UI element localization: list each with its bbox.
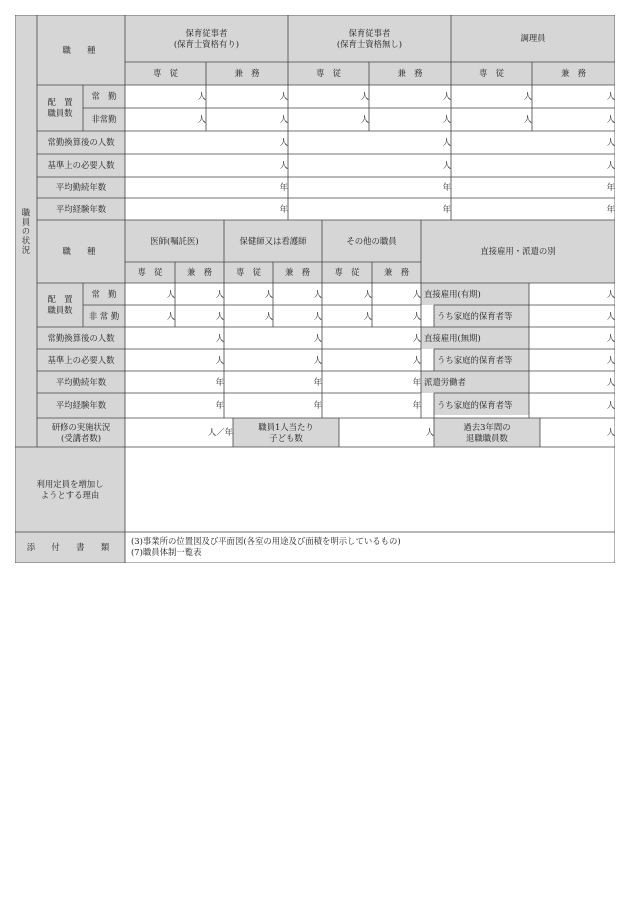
sub-header-concurrent: 兼 務	[284, 267, 311, 277]
staff-status-form	[15, 15, 615, 563]
sub-header-concurrent: 兼 務	[383, 267, 410, 277]
unit-cell[interactable]: 人	[215, 288, 224, 299]
unit-cell[interactable]: 人	[442, 114, 451, 124]
col-header-doctor: 医師(嘱託医)	[150, 235, 199, 246]
unit-cell[interactable]: 人	[215, 354, 224, 365]
year-cell[interactable]: 年	[279, 182, 288, 192]
unit-cell[interactable]: 人	[606, 400, 615, 410]
col-header-nurse: 保健師又は看護師	[239, 235, 307, 246]
fte-count-label: 常勤換算後の人数	[47, 137, 115, 147]
col-header-other-staff: その他の職員	[346, 235, 397, 246]
unit-cell[interactable]: 人	[313, 354, 322, 365]
col-header-cook: 調理員	[520, 33, 546, 43]
home-childcare-label: うち家庭的保育者等	[437, 310, 513, 321]
year-cell[interactable]: 年	[215, 376, 224, 387]
year-cell[interactable]: 年	[215, 400, 224, 410]
unit-cell[interactable]: 人	[360, 91, 369, 101]
sub-header-fulltime: 専 従	[137, 267, 163, 277]
sub-header-concurrent: 兼 務	[186, 267, 213, 277]
home-childcare-label: うち家庭的保育者等	[437, 400, 513, 410]
unit-cell[interactable]: 人	[313, 310, 322, 321]
unit-cell[interactable]: 人	[264, 288, 273, 299]
unit-cell[interactable]: 人	[215, 332, 224, 343]
unit-cell[interactable]: 人	[363, 310, 372, 321]
unit-cell[interactable]: 人	[523, 114, 532, 124]
parttime-staff-label: 非 常 勤	[88, 310, 120, 321]
unit-cell[interactable]: 人	[264, 310, 273, 321]
unit-cell[interactable]: 人	[166, 288, 175, 299]
sub-header-concurrent: 兼 務	[560, 68, 587, 78]
unit-cell[interactable]: 人	[606, 332, 615, 343]
unit-cell[interactable]: 人	[412, 354, 421, 365]
training-count-cell[interactable]: 人／年	[207, 427, 233, 437]
year-cell[interactable]: 年	[313, 376, 322, 387]
unit-cell[interactable]: 人	[313, 288, 322, 299]
unit-cell[interactable]: 人	[442, 160, 451, 170]
sub-header-concurrent: 兼 務	[234, 68, 260, 78]
unit-cell[interactable]: 人	[606, 288, 615, 299]
col-header-childcare-qualified: 保育従事者 (保育士資格有り)	[173, 27, 240, 49]
unit-cell[interactable]: 人	[197, 114, 206, 124]
job-type-header: 職 種	[62, 44, 100, 55]
year-cell[interactable]: 年	[412, 376, 421, 387]
regular-staff-label: 常 勤	[91, 288, 117, 299]
children-per-staff-cell[interactable]: 人	[425, 427, 434, 437]
sub-header-fulltime: 専 従	[152, 68, 179, 78]
required-count-label: 基準上の必要人数	[47, 160, 115, 170]
unit-cell[interactable]: 人	[606, 354, 615, 365]
year-cell[interactable]: 年	[442, 182, 451, 192]
attachments-label: 添 付 書 類	[26, 542, 114, 552]
unit-cell[interactable]: 人	[279, 91, 288, 101]
sub-header-concurrent: 兼 務	[397, 68, 423, 78]
year-cell[interactable]: 年	[313, 400, 322, 410]
col-header-childcare-unqualified: 保育従事者 (保育士資格無し)	[336, 27, 403, 49]
unit-cell[interactable]: 人	[523, 91, 532, 101]
section-label-text: 職員の状況	[21, 207, 31, 255]
sub-header-fulltime: 専 従	[334, 267, 360, 277]
unit-cell[interactable]: 人	[279, 160, 288, 170]
avg-tenure-label: 平均勤続年数	[55, 376, 107, 387]
sub-header-fulltime: 専 従	[478, 68, 505, 78]
retired-staff-label: 過去3年間の 退職職員数	[463, 421, 511, 443]
required-count-label: 基準上の必要人数	[47, 354, 115, 365]
year-cell[interactable]: 年	[606, 203, 615, 214]
fte-count-label: 常勤換算後の人数	[47, 332, 115, 343]
avg-experience-label: 平均経験年数	[55, 400, 107, 410]
unit-cell[interactable]: 人	[606, 376, 615, 387]
unit-cell[interactable]: 人	[215, 310, 224, 321]
unit-cell[interactable]: 人	[606, 137, 615, 147]
sub-header-fulltime: 専 従	[235, 267, 262, 277]
dispatched-worker-label: 派遣労働者	[424, 376, 466, 387]
children-per-staff-label: 職員1人当たり 子ども数	[258, 421, 314, 443]
unit-cell[interactable]: 人	[412, 310, 421, 321]
year-cell[interactable]: 年	[412, 400, 421, 410]
capacity-increase-reason-label: 利用定員を増加し ようとする理由	[36, 478, 104, 500]
unit-cell[interactable]: 人	[363, 288, 372, 299]
unit-cell[interactable]: 人	[606, 114, 615, 124]
staff-count-label: 配 置 職員数	[47, 97, 73, 118]
parttime-staff-label: 非常勤	[91, 114, 117, 124]
unit-cell[interactable]: 人	[442, 91, 451, 101]
unit-cell[interactable]: 人	[197, 91, 206, 101]
employment-type-header: 直接雇用・派遣の別	[480, 246, 556, 256]
unit-cell[interactable]: 人	[313, 332, 322, 343]
training-status-label: 研修の実施状況 (受講者数)	[51, 421, 111, 443]
direct-permanent-label: 直接雇用(無期)	[424, 332, 481, 343]
unit-cell[interactable]: 人	[412, 332, 421, 343]
year-cell[interactable]: 年	[442, 203, 451, 214]
job-type-header: 職 種	[62, 246, 100, 256]
year-cell[interactable]: 年	[279, 203, 288, 214]
regular-staff-label: 常 勤	[91, 91, 117, 101]
unit-cell[interactable]: 人	[279, 114, 288, 124]
section-label-staff-status	[15, 15, 37, 447]
attachments-list	[131, 536, 611, 558]
unit-cell[interactable]: 人	[279, 137, 288, 147]
home-childcare-label: うち家庭的保育者等	[437, 354, 513, 365]
avg-tenure-label: 平均勤続年数	[55, 182, 107, 192]
unit-cell[interactable]: 人	[606, 160, 615, 170]
capacity-increase-reason-field[interactable]	[125, 447, 618, 532]
unit-cell[interactable]: 人	[360, 114, 369, 124]
sub-header-fulltime: 専 従	[315, 68, 342, 78]
year-cell[interactable]: 年	[606, 182, 615, 192]
unit-cell[interactable]: 人	[606, 91, 615, 101]
unit-cell[interactable]: 人	[166, 310, 175, 321]
attachment-item: (3)事業所の位置図及び平面図(各室の用途及び面積を明示しているもの)	[131, 536, 401, 546]
avg-experience-label: 平均経験年数	[55, 203, 107, 214]
unit-cell[interactable]: 人	[606, 310, 615, 321]
unit-cell[interactable]: 人	[442, 137, 451, 147]
direct-fixed-term-label: 直接雇用(有期)	[424, 288, 481, 299]
attachment-item: (7)職員体制一覧表	[131, 547, 202, 557]
retired-staff-cell[interactable]: 人	[606, 427, 615, 437]
unit-cell[interactable]: 人	[412, 288, 421, 299]
staff-count-label: 配 置 職員数	[47, 294, 73, 315]
